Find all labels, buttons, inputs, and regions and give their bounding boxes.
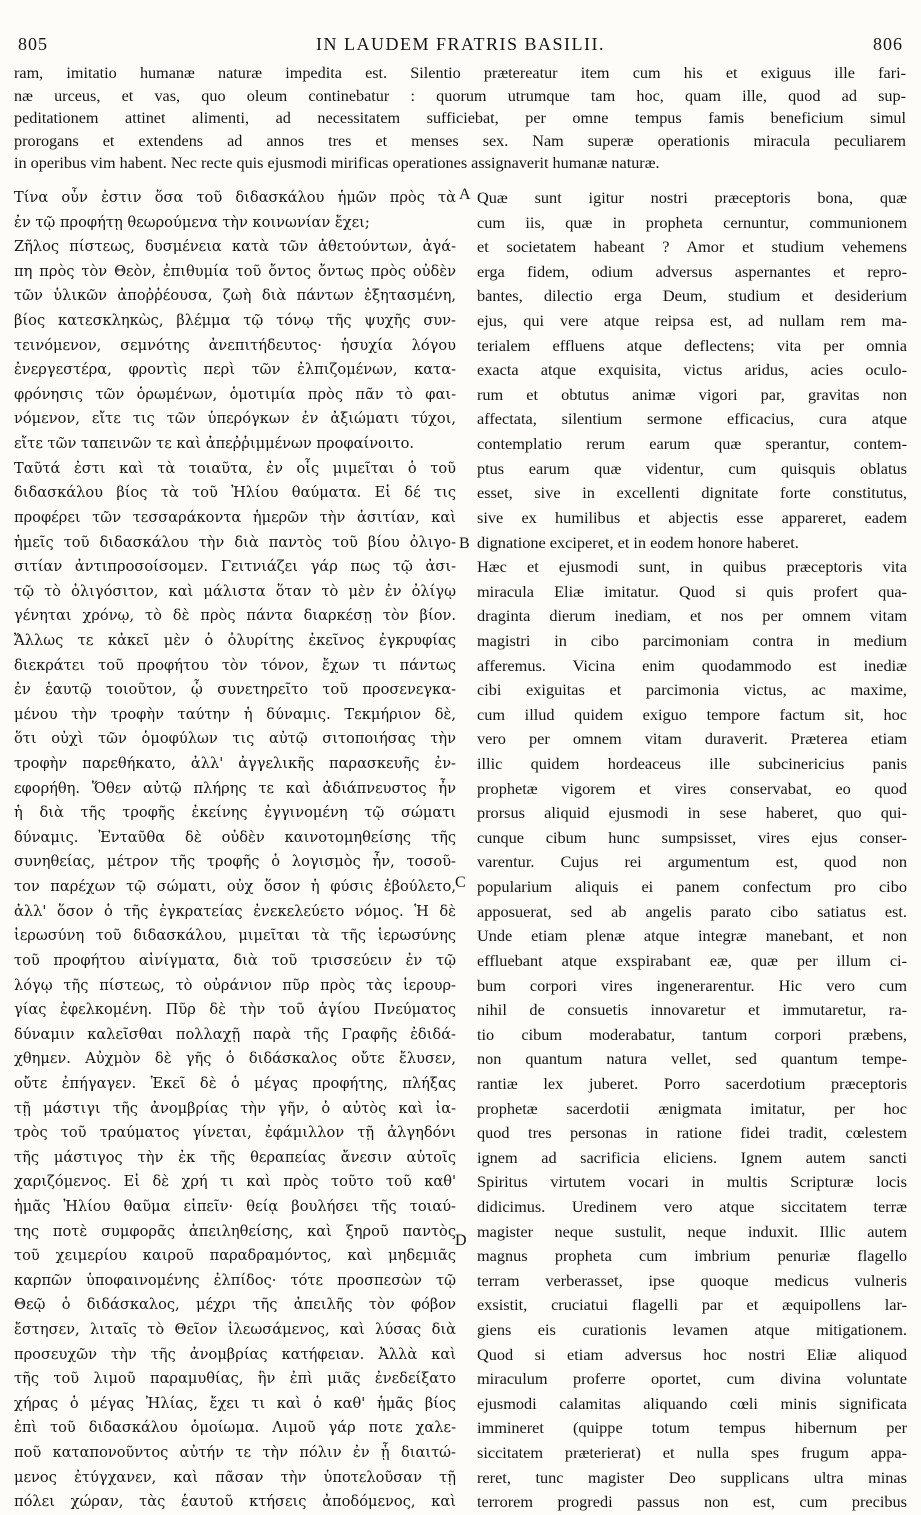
latin-text-line: Quæ sunt igitur nostri præceptoris bona, quæ [477, 188, 907, 207]
greek-text-line: γένηται χρόνῳ, τὸ δὲ πρὸς πάντα διαρκέσῃ τὸν βίον. [14, 607, 456, 625]
latin-text-line: miraculum proferre oportet, cum divina voluntate [477, 1369, 907, 1389]
greek-text-line: πη πρὸς τὸν Θεὸν, ἐπιθυμία τοῦ ὄντος ὄντως πρὸς οὐδὲν [14, 262, 456, 280]
greek-text-line: της ποτὲ συμφορᾶς ἀπειληθείσης, καὶ ξηροῦ παντὸς [14, 1222, 456, 1240]
latin-text-line: Unde etiam plenæ atque integræ manebant, et non [477, 926, 907, 946]
latin-text-line: reret, tunc magister Deo supplicans ultra minas [477, 1467, 907, 1487]
latin-text-line: terialem effluens atque deflectens; vita per omnia [477, 335, 907, 355]
greek-text-line: τῶν ὑλικῶν ἀποῤῥέουσα, ζωὴ διὰ πάντων ἐξητασμένη, [14, 287, 456, 305]
greek-text-line: βίος κατεσκληκὼς, βλέμμα τῷ τόνῳ τῆς ψυχῆς συν- [14, 312, 456, 330]
greek-text-line: φρόνησις τῶν ὁρωμένων, ὁμοτιμία πρὸς πᾶν τὸ φαι- [14, 385, 456, 403]
latin-text-line: vero per omnem vitam duraverit. Præterea etiam [477, 729, 907, 749]
greek-text-line: ἔστησεν, λιταῖς τὸ Θεῖον ἱλεωσάμενος, καὶ λύσας διὰ [14, 1321, 456, 1339]
latin-text-line: popularium aliquis ei panem confectum pro cibo [477, 877, 907, 897]
intro-paragraph [14, 62, 906, 175]
latin-text-line: afferemus. Vicina enim quodammodo est inediæ [477, 655, 907, 675]
greek-text-line: πόλει χώραν, τὰς ἑαυτοῦ κτήσεις ἀποδόμενος, καὶ [14, 1493, 456, 1511]
section-marker-d: D [455, 1232, 467, 1249]
greek-text-line: συνηθείας, μέτρον τῆς τροφῆς ὁ λογισμὸς ἦν, τοσοῦ- [14, 853, 456, 871]
latin-text-line: rantiæ lex juberet. Porro sacerdotium præceptoris [477, 1073, 907, 1093]
latin-text-line: exacta atque exquisita, victus aridus, acies oculo- [477, 360, 907, 380]
greek-text-line: δύναμιν καλεῖσθαι πολλαχῇ παρὰ τῆς Γραφῆς ἐδιδά- [14, 1025, 456, 1043]
intro-line: næ urceus, et vas, quo oleum continebatur : quorum utrumque tam hoc, quam ille, quod ad sup- [14, 86, 906, 105]
greek-text-line: οὔτε ἐπήγαγεν. Ἐκεῖ δὲ ὁ μέγας προφήτης, πλήξας [14, 1074, 456, 1092]
section-marker-c: C [455, 874, 466, 891]
latin-text-line: draginta dierum inediam, et nos per omnem vitam [477, 606, 907, 626]
greek-text-line: δύναμις. Ἐνταῦθα δὲ οὐδὲν καινοτομηθείσης τῆς [14, 828, 456, 846]
latin-text-line: et societatem habeant ? Amor et studium vehemens [477, 237, 907, 257]
latin-text-line: terram verberasset, ipse quoque medicus vulneris [477, 1270, 907, 1290]
latin-text-line: prophetæ sacerdotii ænigmata imitatur, per hoc [477, 1098, 907, 1118]
section-marker-a: A [459, 186, 471, 203]
greek-text-line: ποῦ καταπονοῦντος αὐτήν τε τὴν πόλιν ἐν ᾗ διαιτώ- [14, 1444, 456, 1462]
greek-text-line: ἀλλ' ὅσον ὁ τῆς ἐγκρατείας ἐνεκελεύετο νόμος. Ἡ δὲ [14, 902, 456, 920]
latin-text-line: magister neque sustulit, neque induxit. Illic autem [477, 1221, 907, 1241]
greek-text-line: ἐν ἑαυτῷ τοιοῦτον, ᾧ συνετηρεῖτο τοῦ προσενεγκα- [14, 681, 456, 699]
latin-column [477, 186, 907, 1515]
latin-text-line: rum et obtutus animæ vigori par, gravitas non [477, 384, 907, 404]
latin-text-line: miracula Eliæ imitatur. Quod si quis profert qua- [477, 581, 907, 601]
latin-text-line: Spiritus virtutem vocari in multis Scripturæ locis [477, 1172, 907, 1192]
greek-text-line: ἐπὶ τοῦ διδασκάλου ὁμοίωμα. Λιμοῦ γάρ ποτε χαλε- [14, 1419, 456, 1437]
latin-text-line: effluebant atque exspirabant eæ, quæ per illum ci- [477, 950, 907, 970]
latin-text-line: esset, sive in excellenti dignitate forte constitutus, [477, 483, 907, 503]
latin-text-line: varentur. Cujus rei argumentum est, quod non [477, 852, 907, 872]
page-number-left: 805 [18, 34, 48, 54]
greek-text-line: εἴτε τῶν ταπεινῶν τε καὶ ἀπεῤῥιμμένων προφαίνοιτο. [14, 435, 415, 453]
latin-text-line: didicimus. Uredinem vero atque siccitatem terræ [477, 1196, 907, 1216]
greek-text-line: τῇ μάστιγι τῆς ἀνομβρίας τὴν γῆν, ὁ αὐτὸς καὶ ἰα- [14, 1099, 456, 1117]
greek-text-line: λόγῳ τῆς πίστεως, τὸ οὐράνιον πῦρ πρὸς τὰς ἱερουρ- [14, 976, 456, 994]
latin-text-line: magnus propheta cum imbrium penuriæ flagello [477, 1246, 907, 1266]
latin-text-line: illic quidem hordeaceus ille subcinericius panis [477, 754, 907, 774]
greek-text-line: προφέρει τῶν τεσσαράκοντα ἡμερῶν τὴν ἀσιτίαν, καὶ [14, 508, 456, 526]
greek-text-line: εφορήθη. Ὅθεν αὐτῷ πλήρης τε καὶ ἀδιάπνευστος ἦν [14, 779, 456, 797]
latin-text-line: giens eis curationis levamen atque mitigationem. [477, 1320, 907, 1340]
greek-text-line: καρπῶν ὑποφαινομένης ἐλπίδος· τότε προσπεσὼν τῷ [14, 1271, 456, 1289]
intro-line: ram, imitatio humanæ naturæ impedita est. Silentio prætereatur item cum his et exiguus ille fari- [14, 64, 906, 82]
greek-text-line: ἡμᾶς Ἠλίου θαῦμα εἰπεῖν· θείᾳ βουλήσει τῆς τοιαύ- [14, 1197, 456, 1215]
running-header [0, 12, 921, 52]
latin-text-line: cunque cibum hunc sumpsisset, vires ejus conser- [477, 827, 907, 847]
greek-text-line: ἐν τῷ προφήτῃ θεωρούμενα τὴν κοινωνίαν ἔχει; [14, 213, 370, 231]
latin-text-line: cum illud quidem exiguo tempore factum sit, hoc [477, 704, 907, 724]
greek-text-line: διεκράτει τοῦ προφήτου τὸν τόνον, ἔχων τι πάντως [14, 656, 456, 674]
greek-text-line: τῆς τοῦ λιμοῦ παραμυθίας, ἣν ἐπὶ μιᾶς ἐνεδείξατο [14, 1370, 456, 1388]
greek-text-line: διδασκάλου βίος τὰ τοῦ Ἠλίου θαύματα. Εἰ δέ τις [14, 484, 456, 502]
latin-text-line: bum corpori vires ingenerarentur. Hic vero cum [477, 975, 907, 995]
latin-text-line: siccitatem præterierat) et nulla spes frugum appa- [477, 1443, 907, 1463]
greek-text-line: ἐνεργεστέρα, φροντὶς περὶ τῶν ἐλπιζομένων, κατα- [14, 361, 456, 379]
latin-text-line: exsistit, cruciatui flagelli par et æquipollens lar- [477, 1295, 907, 1315]
greek-text-line: τρὸς τοῦ τραύματος γίνεται, ἐφάμιλλον τῇ ἀλγηδόνι [14, 1124, 456, 1142]
greek-text-line: τροφὴν παρεθήκατο, ἀλλ' ἀγγελικῆς παρασκευῆς ἐν- [14, 755, 456, 773]
latin-text-line: quod tres personas in ratione fidei tradit, cœlestem [477, 1123, 907, 1143]
latin-text-line: sive ex humilibus et abjectis esse appareret, eadem [477, 507, 907, 527]
intro-line: in operibus vim habent. Nec recte quis ejusmodi mirificas operationes assignaverit humanæ naturæ. [14, 154, 660, 172]
latin-text-line: bantes, dilectio erga Deum, studium et desiderium [477, 286, 907, 306]
latin-text-line: terrorem progredi passus non est, cum precibus [477, 1492, 907, 1512]
running-title: IN LAUDEM FRATRIS BASILII. [315, 34, 605, 54]
greek-text-line: ἡμεῖς τοῦ διδασκάλου τὴν διὰ παντὸς τοῦ βίου ὀλιγο- [14, 533, 456, 551]
latin-text-line: ejusmodi calamitas aliquando cœli minis significata [477, 1393, 907, 1413]
latin-text-line: erga fidem, odium adversus aspernantes et repro- [477, 261, 907, 281]
latin-text-line: Quod si etiam adversus hoc nostri Eliæ aliquod [477, 1344, 907, 1364]
latin-text-line: cum iis, quæ in propheta cernuntur, communionem [477, 212, 907, 232]
greek-text-line: τῷ τὸ ὀλιγόσιτον, καὶ μάλιστα ὅταν τὸ μὲν ἐν ὀλίγῳ [14, 582, 456, 600]
greek-text-line: Θεῷ ὁ διδάσκαλος, μέχρι τῆς ἀπειλῆς τὸν φόβον [14, 1296, 456, 1314]
greek-text-line: Ἄλλως τε κἀκεῖ μὲν ὁ ὀλυρίτης ἐκεῖνος ἐγκρυφίας [14, 631, 456, 649]
latin-text-line: ejus, qui vere atque reipsa est, ad nullam rem ma- [477, 311, 907, 331]
latin-text-line: ptus earum quæ videntur, cum quisquis oblatus [477, 458, 907, 478]
latin-text-line: immineret (quippe totum tempus hibernum per [477, 1418, 907, 1438]
latin-text-line: nihil de consuetis innovaretur et immutaretur, ra- [477, 1000, 907, 1020]
greek-text-line: προσευχῶν τὴν τῆς ἀνομβρίας κατήφειαν. Ἀλλὰ καὶ [14, 1345, 456, 1363]
intro-line: prorogans et extendens ad annos tres et menses sex. Nam superæ operationis miracula peculiarem [14, 131, 906, 150]
latin-text-line: dignatione exciperet, et in eodem honore haberet. [477, 532, 799, 552]
intro-line: peditationem attinet alimenti, ad necessitatem sufficiebat, per omne tempus famis beneficium simul [14, 109, 906, 127]
greek-column [14, 186, 456, 1515]
latin-text-line: tio cibum moderabatur, tantum corpori præbens, [477, 1024, 907, 1044]
section-marker-b: B [459, 535, 470, 552]
greek-text-line: νόμενον, εἴτε τις τῶν ὑπερόγκων ἐν ἀξιώματι τύχοι, [14, 410, 456, 428]
page-number-right: 806 [873, 34, 903, 54]
latin-text-line: ignem ad sacrificia eliciens. Ignem autem sancti [477, 1147, 907, 1167]
latin-text-line: prophetæ vigorem et vires conservabat, eo quod [477, 778, 907, 798]
greek-text-line: μένου τὴν τροφὴν ταύτην ἡ δύναμις. Τεκμήριον δὲ, [14, 705, 456, 723]
greek-text-line: Τίνα οὖν ἐστιν ὅσα τοῦ διδασκάλου ἡμῶν πρὸς τὰ [14, 189, 456, 206]
greek-text-line: τῆς μάστιγος τὴν ἐκ τῆς θεραπείας ἄνεσιν αὐτοῖς [14, 1148, 456, 1166]
latin-text-line: Hæc et ejusmodi sunt, in quibus præceptoris vita [477, 557, 907, 577]
greek-text-line: γίας ἐφελκομένη. Πῦρ δὲ τὴν τοῦ ἁγίου Πνεύματος [14, 1001, 456, 1019]
greek-text-line: τοῦ χειμερίου καιροῦ παραδραμόντος, καὶ μηδεμιᾶς [14, 1247, 456, 1265]
greek-text-line: Ζῆλος πίστεως, δυσμένεια κατὰ τῶν ἀθετούντων, ἀγά- [14, 238, 456, 256]
greek-text-line: ἡ διὰ τῆς τροφῆς ἐκείνης ἐγγινομένη τῷ σώματι [14, 804, 456, 822]
greek-text-line: τον παρέχων τῷ σώματι, οὐχ ὅσον ἡ φύσις ἐβούλετο, [14, 878, 456, 896]
latin-text-line: prorsus aliquid ejusmodi in sese haberet, quo qui- [477, 803, 907, 823]
greek-text-line: ὅτι οὐχὶ τῶν ὁμοφύλων τις αὐτῷ σιτοποιήσας τὴν [14, 730, 456, 748]
greek-text-line: σιτίαν ἀντιπροσοίσομεν. Γειτνιάζει γάρ πως τῷ ἀσι- [14, 558, 456, 576]
latin-text-line: affectata, silentium sermone efficacius, cura atque [477, 409, 907, 429]
greek-text-line: χαριζόμενος. Εἰ δὲ χρή τι καὶ πρὸς τοῦτο τοῦ καθ' [14, 1173, 456, 1191]
latin-text-line: contemplatio rerum earum quæ sperantur, contem- [477, 434, 907, 454]
greek-text-line: Ταῦτά ἐστι καὶ τὰ τοιαῦτα, ἐν οἷς μιμεῖται ὁ τοῦ [14, 459, 456, 477]
latin-text-line: cibi exiguitas et parcimonia victus, ac maxime, [477, 680, 907, 700]
latin-text-line: magistri in cibo parcimoniam contra in medium [477, 630, 907, 650]
latin-text-line: non quantum natura vellet, sed quantum tempe- [477, 1049, 907, 1069]
greek-text-line: χθημεν. Αὐχμὸν δὲ γῆς ὁ διδάσκαλος οὔτε ἔλυσεν, [14, 1050, 456, 1068]
greek-text-line: ἱερωσύνη τοῦ διδασκάλου, μιμεῖται τὰ τῆς ἱερωσύνης [14, 927, 456, 945]
greek-text-line: χήρας ὁ μέγας Ἠλίας, ἔχει τι καὶ ὁ καθ' ἡμᾶς βίος [14, 1394, 456, 1412]
latin-text-line: apposuerat, sed ab angelis parato cibo satiatus est. [477, 901, 907, 921]
greek-text-line: μενος ἐτύγχανεν, καὶ πᾶσαν τὴν ὑποτελοῦσαν τῇ [14, 1468, 456, 1486]
greek-text-line: τεινόμενον, σεμνότης ἀνεπιτήδευτος· ἡσυχία λόγου [14, 336, 456, 354]
greek-text-line: τοῦ προφήτου αἰνίγματα, διὰ τοῦ τρισσεύειν ἐν τῷ [14, 951, 456, 969]
